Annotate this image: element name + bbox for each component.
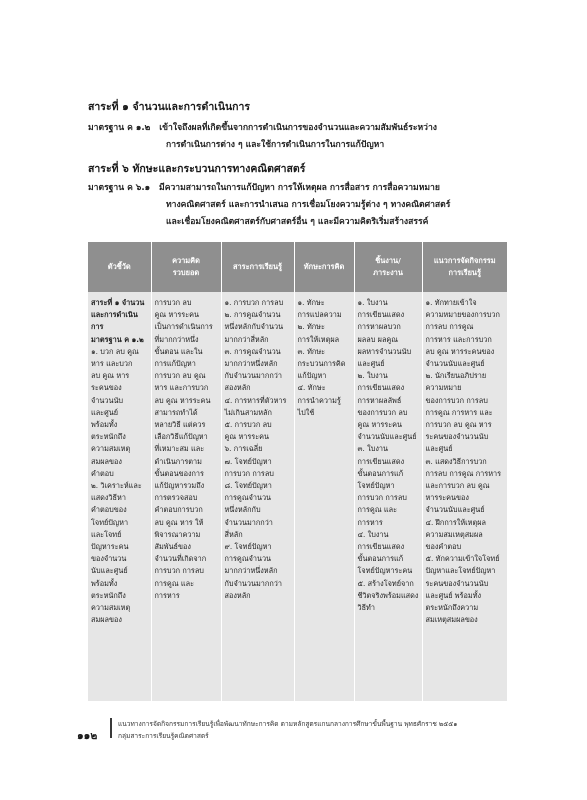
table-cell [422,292,507,701]
cell-text-line: ผลหารจำนวนนับ [357,346,412,356]
cell-text-line: ความสมเหตุ [91,444,131,454]
cell-text-line: ของจำนวน [91,554,127,564]
cell-text-line: ขั้นตอน และใน [154,346,203,356]
cell-text-line: คำตอบ [91,468,114,478]
column-header-text: ทักษะการคิด [303,262,345,271]
cell-text-line: มากกว่าสี่หลัก [224,334,269,344]
cell-text-line: มากกว่าหนึ่งหลัก [224,359,278,369]
column-header [294,242,354,292]
cell-text-line: เป็นการดำเนินการ [154,322,213,332]
standard-6-line: และเชื่อมโยงคณิตศาสตร์กับศาสตร์อื่น ๆ และมีความคิดริเริ่มสร้างสรรค์ [166,217,429,227]
cell-text-line: ๑. บวก ลบ คูณ [91,346,139,356]
column-header-text: แนวการจัดกิจกรรม [433,256,496,265]
cell-text-line: การหาผลลัพธ์ [357,395,402,405]
cell-text-line: ๔. ใบงาน [357,529,389,539]
cell-text-line: มากกว่าหนึ่งหลัก [224,566,278,576]
column-header-text: การเรียนรู้ [448,268,481,277]
cell-text-line: จำนวนที่เกิดจาก [154,554,207,564]
table-cell [88,292,151,701]
cell-text-line: การหาร [357,517,383,527]
cell-text-line: การให้เหตุผล [297,334,340,344]
cell-text-line: การคูณ และ [154,578,194,588]
cell-text-line: และศูนย์ [425,444,453,454]
cell-text-line: และการบวก ลบ คูณ [425,481,490,491]
cell-text-line: ตระหนักถึง [91,590,126,600]
strand-1-title: สาระที่ ๑ จำนวนและการดำเนินการ [88,101,251,113]
cell-text-line: โจทย์ปัญหา [91,517,129,527]
cell-text-line: การลบ การคูณ [425,322,474,332]
footer-divider [110,718,112,738]
cell-text-line: การเขียนแสดง [357,456,405,466]
cell-text-line: ผลลบ ผลคูณ [357,334,399,344]
standard-1-line: เข้าใจถึงผลที่เกิดขึ้นจากการดำเนินการของจำนวนและความสัมพันธ์ระหว่าง [159,123,437,133]
cell-text-line: ดำเนินการตาม [154,456,202,466]
cell-text-line: ๑. การบวก การลบ [224,298,284,307]
cell-text-line: พิจารณาความ [154,529,201,539]
column-header [221,242,294,292]
curriculum-table [88,242,507,701]
cell-text-line: กับจำนวนมากกว่า [224,371,282,381]
cell-text-line: สามารถทำได้ [154,407,198,417]
cell-text-line: คูณ หารระคน [154,310,200,320]
cell-text-line: ๔. ฝึกการให้เหตุผล [425,517,486,527]
column-header [354,242,422,292]
cell-text-line: การคูณจำนวน [224,554,272,564]
cell-text-line: ๕. ทักความเข้าใจโจทย์ [425,554,500,564]
column-header-text: ความคิด [172,256,200,265]
cell-text-line: คูณ หารระคน [224,432,270,442]
cell-text-line: ความสมเหตุสมผล [425,529,483,539]
cell-text-line: ๓. ทักษะ [297,346,326,356]
cell-text-line: คำตอบของ [91,505,127,515]
cell-text-line: การคูณ และ [357,505,397,515]
standard-1 [88,120,508,154]
cell-text-line: ๗. โจทย์ปัญหา [224,456,272,466]
cell-text-line: สมเหตุสมผลของ [425,615,478,625]
cell-text-line: จำนวนนับและศูนย์ [425,505,485,515]
cell-text-line: การแปลความ [297,310,342,320]
strand-6-title: สาระที่ ๖ ทักษะและกระบวนการทางคณิตศาสตร์ [88,163,306,175]
cell-text-line: การหาร [154,590,180,600]
cell-text-line: ที่มากกว่าหนึ่ง [154,334,199,344]
cell-text-line: ๓. ใบงาน [357,444,388,454]
cell-text-line: การคูณจำนวน [224,493,272,503]
cell-text-line: ชีวิตจริงพร้อมแสดง [357,590,419,600]
cell-text-line: สาระที่ ๑ จำนวน [91,298,145,307]
cell-text-line: จำนวนนับและศูนย์ [425,359,485,369]
cell-text-line: ๕. การบวก ลบ [224,420,272,430]
cell-text-line: การเขียนแสดง [357,383,405,393]
column-header-text: ภาระงาน [373,268,403,277]
table-cell [294,292,354,701]
cell-text-line: สมผลของ [91,456,122,466]
standard-6-line: มีความสามารถในการแก้ปัญหา การให้เหตุผล การสื่อสาร การสื่อความหมาย [159,183,440,193]
cell-text-line: ปัญหาระคน [91,542,129,552]
cell-text-line: เลือกวิธีแก้ปัญหา [154,432,208,442]
cell-text-line: การบวก การลบ [224,468,274,478]
cell-text-line: ปัญหาและโจทย์ปัญหา [425,566,496,576]
cell-text-line: การตรวจสอบ [154,493,198,503]
page-number: ๑๑๒ [77,730,98,742]
cell-text-line: หลายวิธี แต่ควร [154,420,206,430]
footer-subject: กลุ่มสาระการเรียนรู้คณิตศาสตร์ [118,732,209,740]
cell-text-line: คำตอบการบวก [154,505,203,515]
cell-text-line: สมผลของ [91,615,122,625]
cell-text-line: ไปใช้ [297,407,315,417]
cell-text-line: ระคนของจำนวนนับ [425,432,489,442]
cell-text-line: ๘. โจทย์ปัญหา [224,481,272,491]
cell-text-line: ตระหนักถึง [91,432,126,442]
cell-text-line: และศูนย์ [91,407,118,417]
cell-text-line: ความสมเหตุ [91,603,131,613]
cell-text-line: สัมพันธ์ของ [154,542,191,552]
cell-text-line: ของการบวก ลบ [357,407,408,417]
table-row [88,292,507,701]
standard-6 [88,180,508,231]
cell-text-line: ๒. ใบงาน [357,371,388,381]
cell-text-line: ๑. ทักทายเข้าใจ [425,298,477,307]
cell-text-line: การเขียนแสดง [357,542,405,552]
cell-text-line: มาตรฐาน ค ๑.๒ [91,334,144,344]
cell-text-line: และศูนย์ พร้อมทั้ง [425,590,482,600]
cell-text-line: ของคำตอบ [425,542,462,552]
table-header-row [88,242,507,292]
cell-text-line: ขั้นตอนการแก้ [357,468,404,478]
table-cell [221,292,294,701]
cell-text-line: ๒. วิเคราะห์และ [91,481,142,491]
cell-text-line: ขั้นตอนของการ [154,468,204,478]
table-cell [151,292,221,701]
cell-text-line: พร้อมทั้ง [91,420,118,430]
cell-text-line: การเขียนแสดง [357,310,405,320]
cell-text-line: ๕. สร้างโจทย์จาก [357,578,414,588]
cell-text-line: การนำความรู้ [297,395,341,405]
column-header-text: ตัวชี้วัด [107,262,131,271]
cell-text-line: การหาร และการบวก [425,334,492,344]
cell-text-line: การบวก ลบ คูณ [154,371,206,381]
cell-text-line: หนึ่งหลักกับจำนวน [224,322,284,332]
cell-text-line: สองหลัก [224,383,251,393]
cell-text-line: ระคนของ [91,383,122,393]
cell-text-line: แก้ปัญหารวมถึง [154,481,205,491]
cell-text-line: แสดงวิธีหา [91,493,126,503]
cell-text-line: ๔. การหารที่ตัวหาร [224,395,287,405]
cell-text-line: ๒. การคูณจำนวน [224,310,281,320]
cell-text-line: ลบ คูณ หารระคนของ [425,346,495,356]
cell-text-line: ๖. การเฉลี่ย [224,444,263,454]
cell-text-line: จำนวนนับ [91,395,124,405]
cell-text-line: ลบ คูณ หาร ให้ [154,517,204,527]
cell-text-line: ๙. โจทย์ปัญหา [224,542,272,552]
column-header [88,242,151,292]
standard-6-line: ทางคณิตศาสตร์ และการนำเสนอ การเชื่อมโยงความรู้ต่าง ๆ ทางคณิตศาสตร์ [166,200,451,210]
standard-6-code: มาตรฐาน ค ๖.๑ [88,183,151,193]
cell-text-line: ๔. ทักษะ [297,383,326,393]
cell-text-line: ๒. ทักษะ [297,322,325,332]
cell-text-line: ตระหนักถึงความ [425,603,479,613]
cell-text-line: ของการบวก การลบ [425,395,488,405]
cell-text-line: ลบ คูณ หาร [91,371,130,381]
cell-text-line: ระคนของจำนวนนับ [425,578,489,588]
table-cell [354,292,422,701]
cell-text-line: การบวก การลบ [154,566,204,576]
cell-text-line: สองหลัก [224,590,251,600]
cell-text-line: และโจทย์ [91,529,122,539]
cell-text-line: หาร และบวก [91,359,133,369]
column-header-text: รวบยอด [172,268,200,277]
cell-text-line: ที่เหมาะสม และ [154,444,205,454]
cell-text-line: จำนวนมากกว่า [224,517,273,527]
cell-text-line: คูณ หารระคน [357,420,403,430]
cell-text-line: โจทย์ปัญหา [357,481,395,491]
column-header [422,242,507,292]
cell-text-line: แก้ปัญหา [297,371,327,381]
cell-text-line: หารระคนของ [425,493,469,503]
cell-text-line: ไม่เกินสามหลัก [224,407,272,417]
cell-text-line: การลบ การคูณ การหาร [425,468,502,478]
cell-text-line: วิธีทำ [357,603,375,613]
cell-text-line: ๒. นักเรียนอภิปรายความหมาย [425,371,487,393]
cell-text-line: ความหมายของการบวก [425,310,500,320]
cell-text-line: การแก้ปัญหา [154,359,196,369]
cell-text-line: การบวก การลบ [357,493,407,503]
cell-text-line: จำนวนนับและศูนย์ [357,432,417,442]
cell-text-line: การบวก ลบ คูณ หาร [425,420,492,430]
column-header-text: สาระการเรียนรู้ [232,262,283,271]
cell-text-line: และการดำเนินการ [91,310,138,332]
cell-text-line: การคูณ การหาร และ [425,407,493,417]
column-header-text: ชิ้นงาน/ [375,256,401,265]
cell-text-line: การหาผลบวก [357,322,401,332]
cell-text-line: กระบวนการคิด [297,359,346,369]
standard-1-code: มาตรฐาน ค ๑.๒ [88,123,151,133]
cell-text-line: และศูนย์ [357,359,385,369]
cell-text-line: กับจำนวนมากกว่า [224,578,282,588]
cell-text-line: โจทย์ปัญหาระคน [357,566,413,576]
cell-text-line: ๑. ทักษะ [297,298,325,307]
footer-book-title: แนวทางการจัดกิจกรรมการเรียนรู้เพื่อพัฒนาทักษะการคิด ตามหลักสูตรแกนกลางการศึกษาขั้นพื้นฐาน พุทธศักราช ๒๕๕๑ [118,720,458,728]
cell-text-line: การบวก ลบ [154,298,192,307]
cell-text-line: พร้อมทั้ง [91,578,118,588]
cell-text-line: ๓. การคูณจำนวน [224,346,281,356]
cell-text-line: ขั้นตอนการแก้ [357,554,404,564]
cell-text-line: นับและศูนย์ [91,566,128,576]
cell-text-line: หนึ่งหลักกับ [224,505,261,515]
cell-text-line: ๑. ใบงาน [357,298,388,307]
cell-text-line: สี่หลัก [224,529,243,539]
cell-text-line: ลบ คูณ หารระคน [154,395,211,405]
standard-1-line: การดำเนินการต่าง ๆ และใช้การดำเนินการในการแก้ปัญหา [166,140,385,150]
cell-text-line: ๓. แสดงวิธีการบวก [425,456,487,466]
cell-text-line: หาร และการบวก [154,383,209,393]
column-header [151,242,221,292]
